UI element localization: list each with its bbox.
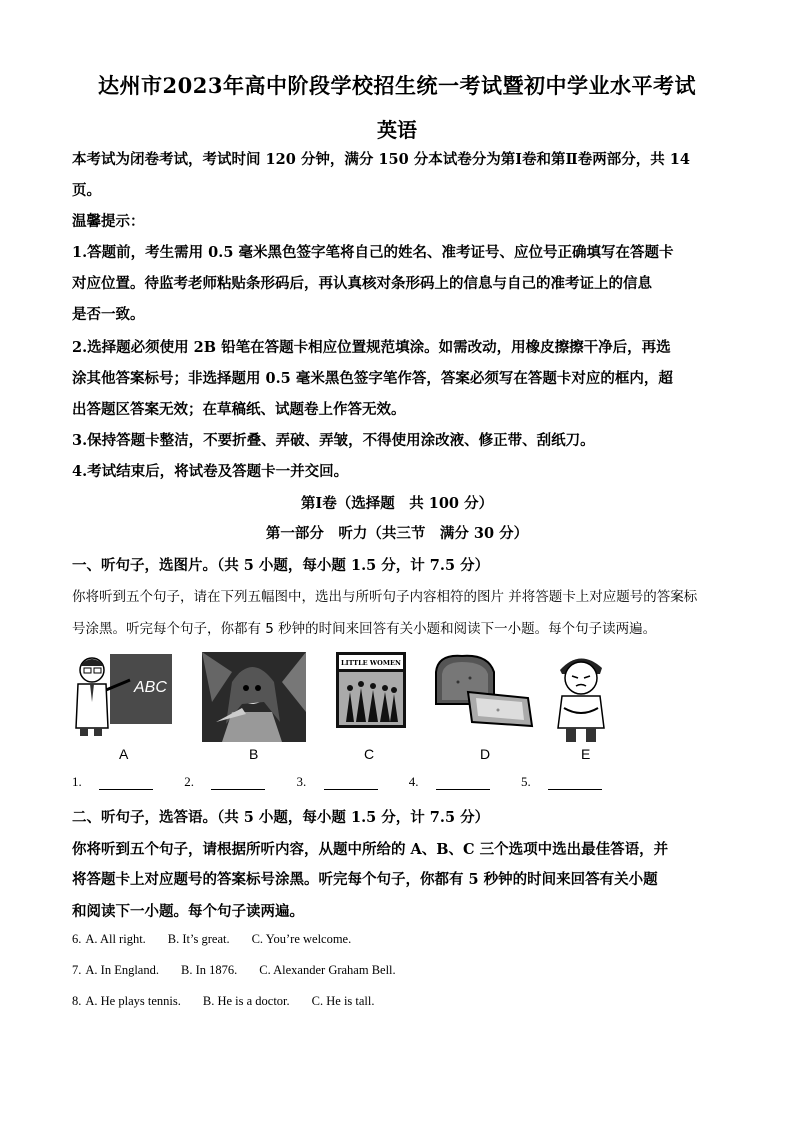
picture-label-b: B [249, 746, 259, 762]
question-number: 7. [72, 963, 82, 977]
part-1-heading: 第一部分 听力（共三节 满分 30 分） [265, 525, 529, 542]
question-7 [72, 963, 418, 978]
poster-title: LITTLE WOMEN [341, 659, 401, 667]
blank-1[interactable]: 1. [72, 774, 167, 790]
sick-boy-icon [550, 652, 612, 744]
question-number: 8. [72, 994, 82, 1008]
question-number: 6. [72, 932, 82, 946]
picture-b [202, 652, 306, 746]
section-2-desc-b: 将答题卡上对应题号的答案标号涂黑。听完每个句子，你都有 5 秒钟的时间来回答有关小题 [72, 871, 658, 888]
picture-label-d: D [480, 746, 491, 762]
answer-blanks [72, 774, 630, 790]
picture-c [336, 652, 406, 732]
picture-a [72, 652, 174, 742]
volume-1-heading: 第Ⅰ卷（选择题 共 100 分） [300, 495, 494, 512]
section-1-desc-b: 号涂黑。听完每个句子，你都有 5 秒钟的时间来回答有关小题和阅读下一小题。每个句子读两遍。 [72, 621, 657, 637]
teacher-abc-icon [72, 652, 174, 738]
tips-label: 温馨提示： [72, 213, 145, 230]
tip-3: 3.保持答题卡整洁，不要折叠、弄破、弄皱，不得使用涂改液、修正带、刮纸刀。 [72, 432, 595, 449]
question-6 [72, 932, 373, 947]
picture-d [428, 652, 534, 736]
picture-label-e: E [581, 746, 591, 762]
option-b[interactable]: B. He is a doctor. [202, 994, 290, 1008]
intro-line-2: 页。 [72, 182, 101, 199]
exam-title: 达州市2023年高中阶段学校招生统一考试暨初中学业水平考试 [98, 73, 696, 98]
blank-4[interactable]: 4. [409, 774, 504, 790]
option-b[interactable]: B. It’s great. [167, 932, 230, 946]
tip-2-line-c: 出答题区答案无效；在草稿纸、试题卷上作答无效。 [72, 401, 406, 418]
option-c[interactable]: C. He is tall. [311, 994, 375, 1008]
little-women-poster-icon [336, 652, 406, 728]
picture-e [550, 652, 612, 748]
blank-5[interactable]: 5. [521, 774, 616, 790]
section-2-heading: 二、听句子，选答语。（共 5 小题，每小题 1.5 分，计 7.5 分） [72, 809, 490, 826]
question-8 [72, 994, 397, 1009]
option-a[interactable]: A. All right. [85, 932, 146, 946]
section-2-desc-a: 你将听到五个句子，请根据所听内容，从题中所给的 A、B、C 三个选项中选出最佳答语，并 [72, 841, 669, 858]
anime-girl-icon [202, 652, 306, 742]
tip-1-line-b: 对应位置。待监考老师粘贴条形码后，再认真核对条形码上的信息与自己的准考证上的信息 [72, 275, 652, 292]
section-1-heading: 一、听句子，选图片。（共 5 小题，每小题 1.5 分，计 7.5 分） [72, 557, 490, 574]
option-a[interactable]: A. He plays tennis. [85, 994, 181, 1008]
option-c[interactable]: C. You’re welcome. [251, 932, 352, 946]
option-b[interactable]: B. In 1876. [180, 963, 238, 977]
tip-2-line-a: 2.选择题必须使用 2B 铅笔在答题卡相应位置规范填涂。如需改动，用橡皮擦擦干净后，再选 [72, 339, 671, 356]
subject-title: 英语 [377, 118, 417, 142]
tip-4: 4.考试结束后，将试卷及答题卡一并交回。 [72, 463, 349, 480]
bread-icon [428, 652, 534, 732]
option-a[interactable]: A. In England. [85, 963, 159, 977]
section-1-desc-a: 你将听到五个句子，请在下列五幅图中，选出与所听句子内容相符的图片 并将答题卡上对应题号的答案标 [72, 589, 698, 605]
tip-1-line-c: 是否一致。 [72, 306, 145, 323]
blank-2[interactable]: 2. [184, 774, 279, 790]
picture-label-c: C [364, 746, 375, 762]
option-c[interactable]: C. Alexander Graham Bell. [259, 963, 396, 977]
board-text: ABC [134, 679, 167, 696]
blank-3[interactable]: 3. [297, 774, 392, 790]
intro-line-1: 本考试为闭卷考试，考试时间 120 分钟，满分 150 分本试卷分为第Ⅰ卷和第Ⅱ卷两部分，共 14 [72, 151, 690, 168]
section-2-desc-c: 和阅读下一小题。每个句子读两遍。 [72, 903, 304, 920]
tip-1-line-a: 1.答题前，考生需用 0.5 毫米黑色签字笔将自己的姓名、准考证号、应位号正确填写在答题卡 [72, 244, 674, 261]
tip-2-line-b: 涂其他答案标号；非选择题用 0.5 毫米黑色签字笔作答，答案必须写在答题卡对应的框内，超 [72, 370, 673, 387]
picture-label-a: A [119, 746, 129, 762]
